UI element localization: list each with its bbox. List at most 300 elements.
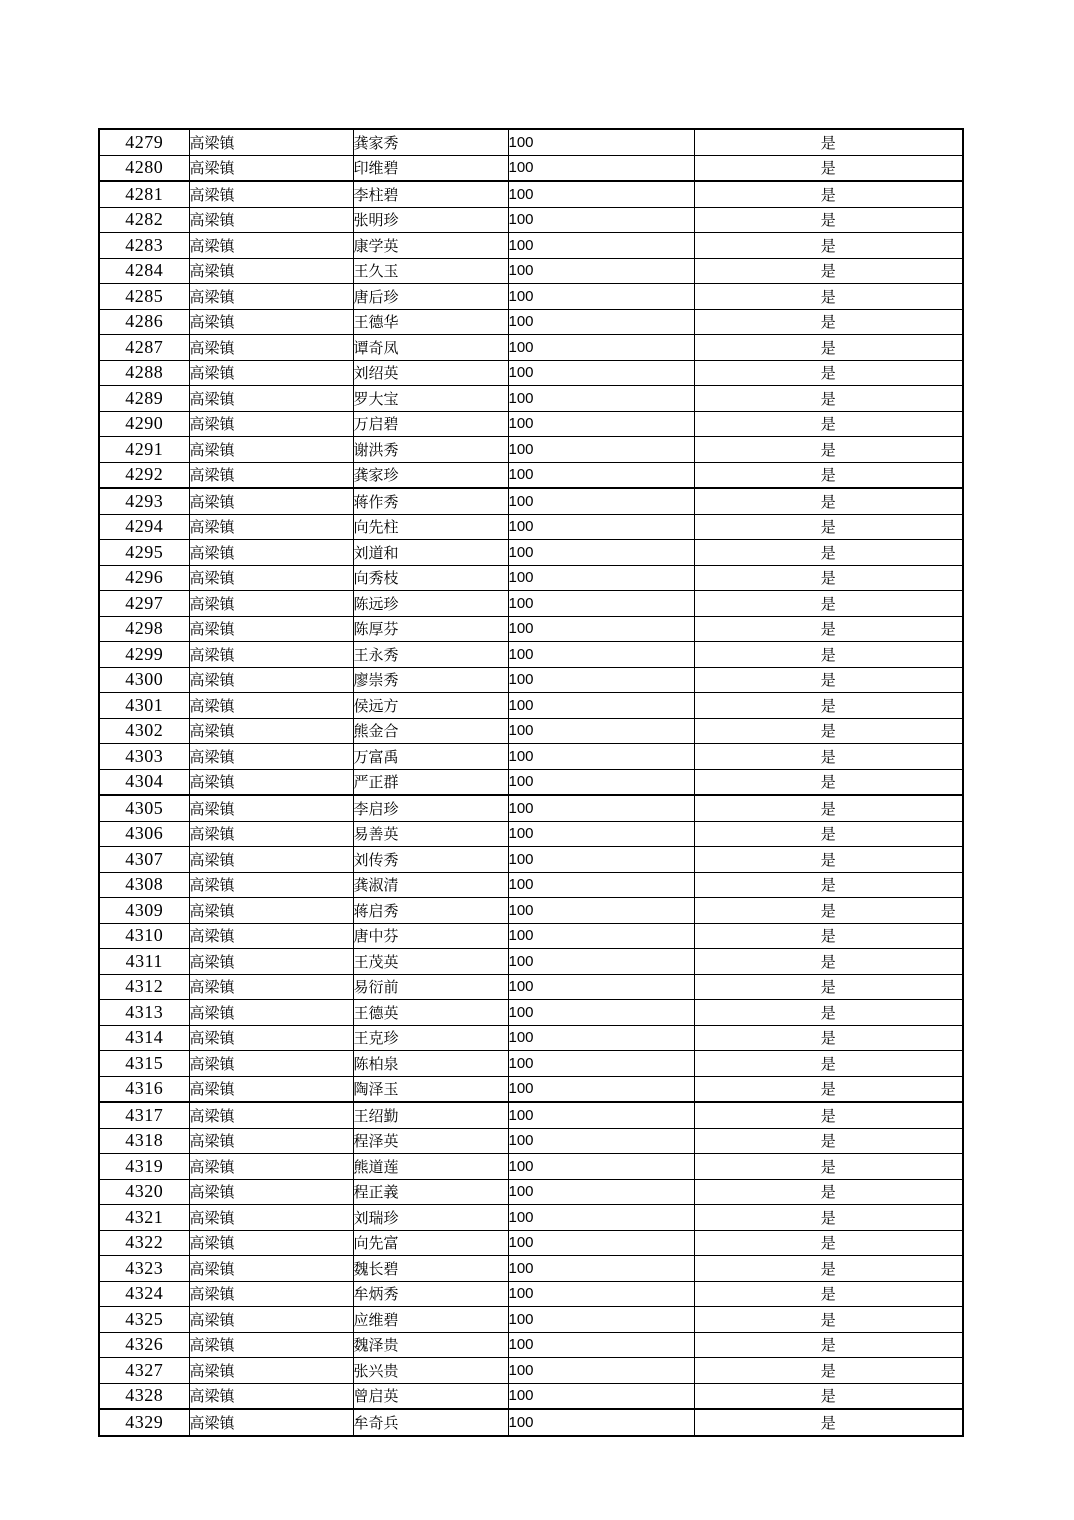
cell-person-name: 龚家珍 (353, 462, 508, 488)
cell-person-name: 万富禹 (353, 744, 508, 770)
cell-score: 100 (508, 1332, 694, 1358)
cell-score: 100 (508, 1128, 694, 1154)
cell-score: 100 (508, 616, 694, 642)
cell-score: 100 (508, 284, 694, 310)
table-row (99, 1000, 963, 1026)
cell-confirmed: 是 (694, 642, 963, 668)
cell-person-name: 王绍勤 (353, 1102, 508, 1128)
table-row (99, 1025, 963, 1051)
cell-town: 高梁镇 (189, 1102, 353, 1128)
record-table-body (99, 129, 963, 1436)
cell-score: 100 (508, 1307, 694, 1333)
cell-person-name: 牟炳秀 (353, 1281, 508, 1307)
cell-town: 高梁镇 (189, 462, 353, 488)
cell-person-name: 万启碧 (353, 411, 508, 437)
cell-row-number: 4294 (99, 514, 189, 540)
cell-person-name: 刘传秀 (353, 847, 508, 873)
cell-confirmed: 是 (694, 207, 963, 233)
table-row (99, 1332, 963, 1358)
cell-person-name: 印维碧 (353, 155, 508, 181)
table-row (99, 386, 963, 412)
cell-row-number: 4295 (99, 540, 189, 566)
cell-person-name: 陈远珍 (353, 591, 508, 617)
cell-person-name: 牟奇兵 (353, 1409, 508, 1436)
cell-confirmed: 是 (694, 1128, 963, 1154)
table-row (99, 129, 963, 155)
cell-confirmed: 是 (694, 233, 963, 259)
cell-person-name: 陈厚芬 (353, 616, 508, 642)
table-row (99, 488, 963, 514)
cell-score: 100 (508, 309, 694, 335)
cell-confirmed: 是 (694, 335, 963, 361)
cell-town: 高梁镇 (189, 1051, 353, 1077)
cell-person-name: 易善英 (353, 821, 508, 847)
cell-person-name: 王永秀 (353, 642, 508, 668)
cell-person-name: 张兴贵 (353, 1358, 508, 1384)
cell-score: 100 (508, 1205, 694, 1231)
cell-town: 高梁镇 (189, 284, 353, 310)
table-row (99, 411, 963, 437)
cell-score: 100 (508, 872, 694, 898)
cell-person-name: 蒋作秀 (353, 488, 508, 514)
cell-confirmed: 是 (694, 284, 963, 310)
cell-town: 高梁镇 (189, 693, 353, 719)
cell-town: 高梁镇 (189, 1000, 353, 1026)
cell-row-number: 4323 (99, 1256, 189, 1282)
cell-town: 高梁镇 (189, 974, 353, 1000)
table-row (99, 181, 963, 207)
cell-row-number: 4307 (99, 847, 189, 873)
table-row (99, 1409, 963, 1436)
cell-confirmed: 是 (694, 1179, 963, 1205)
cell-town: 高梁镇 (189, 616, 353, 642)
cell-score: 100 (508, 1025, 694, 1051)
table-row (99, 360, 963, 386)
table-row (99, 872, 963, 898)
cell-town: 高梁镇 (189, 1230, 353, 1256)
cell-score: 100 (508, 129, 694, 155)
cell-confirmed: 是 (694, 514, 963, 540)
cell-score: 100 (508, 335, 694, 361)
cell-person-name: 李柱碧 (353, 181, 508, 207)
cell-score: 100 (508, 591, 694, 617)
cell-row-number: 4306 (99, 821, 189, 847)
cell-row-number: 4290 (99, 411, 189, 437)
cell-person-name: 曾启英 (353, 1383, 508, 1409)
cell-confirmed: 是 (694, 1076, 963, 1102)
cell-person-name: 刘瑞珍 (353, 1205, 508, 1231)
cell-town: 高梁镇 (189, 335, 353, 361)
cell-person-name: 王茂英 (353, 949, 508, 975)
table-row (99, 1102, 963, 1128)
cell-town: 高梁镇 (189, 129, 353, 155)
cell-score: 100 (508, 207, 694, 233)
cell-score: 100 (508, 847, 694, 873)
cell-row-number: 4311 (99, 949, 189, 975)
cell-row-number: 4297 (99, 591, 189, 617)
cell-town: 高梁镇 (189, 1025, 353, 1051)
cell-score: 100 (508, 565, 694, 591)
cell-town: 高梁镇 (189, 1409, 353, 1436)
cell-confirmed: 是 (694, 1332, 963, 1358)
cell-score: 100 (508, 1281, 694, 1307)
cell-town: 高梁镇 (189, 769, 353, 795)
table-row (99, 616, 963, 642)
cell-row-number: 4322 (99, 1230, 189, 1256)
table-row (99, 1281, 963, 1307)
cell-person-name: 张明珍 (353, 207, 508, 233)
cell-confirmed: 是 (694, 129, 963, 155)
cell-row-number: 4326 (99, 1332, 189, 1358)
cell-town: 高梁镇 (189, 1383, 353, 1409)
cell-row-number: 4286 (99, 309, 189, 335)
table-row (99, 1128, 963, 1154)
cell-row-number: 4305 (99, 795, 189, 821)
cell-row-number: 4280 (99, 155, 189, 181)
cell-town: 高梁镇 (189, 207, 353, 233)
table-row (99, 1051, 963, 1077)
table-row (99, 642, 963, 668)
cell-row-number: 4292 (99, 462, 189, 488)
cell-row-number: 4279 (99, 129, 189, 155)
table-row (99, 258, 963, 284)
cell-town: 高梁镇 (189, 1358, 353, 1384)
cell-town: 高梁镇 (189, 411, 353, 437)
cell-row-number: 4298 (99, 616, 189, 642)
table-row (99, 847, 963, 873)
table-row (99, 769, 963, 795)
cell-person-name: 王克珍 (353, 1025, 508, 1051)
cell-confirmed: 是 (694, 974, 963, 1000)
cell-confirmed: 是 (694, 591, 963, 617)
cell-row-number: 4320 (99, 1179, 189, 1205)
cell-confirmed: 是 (694, 795, 963, 821)
cell-town: 高梁镇 (189, 591, 353, 617)
cell-score: 100 (508, 1230, 694, 1256)
cell-person-name: 王德华 (353, 309, 508, 335)
cell-row-number: 4317 (99, 1102, 189, 1128)
table-row (99, 1383, 963, 1409)
cell-confirmed: 是 (694, 718, 963, 744)
cell-confirmed: 是 (694, 258, 963, 284)
table-row (99, 1205, 963, 1231)
cell-score: 100 (508, 1256, 694, 1282)
cell-score: 100 (508, 1102, 694, 1128)
cell-confirmed: 是 (694, 488, 963, 514)
cell-row-number: 4325 (99, 1307, 189, 1333)
cell-score: 100 (508, 1409, 694, 1436)
cell-row-number: 4321 (99, 1205, 189, 1231)
cell-person-name: 陈柏泉 (353, 1051, 508, 1077)
cell-row-number: 4300 (99, 667, 189, 693)
cell-score: 100 (508, 540, 694, 566)
cell-score: 100 (508, 923, 694, 949)
cell-row-number: 4284 (99, 258, 189, 284)
cell-town: 高梁镇 (189, 437, 353, 463)
cell-town: 高梁镇 (189, 181, 353, 207)
cell-town: 高梁镇 (189, 898, 353, 924)
cell-person-name: 熊道莲 (353, 1154, 508, 1180)
cell-person-name: 李启珍 (353, 795, 508, 821)
cell-confirmed: 是 (694, 1358, 963, 1384)
cell-town: 高梁镇 (189, 1076, 353, 1102)
cell-person-name: 王德英 (353, 1000, 508, 1026)
cell-person-name: 侯远方 (353, 693, 508, 719)
cell-score: 100 (508, 155, 694, 181)
table-row (99, 1179, 963, 1205)
cell-town: 高梁镇 (189, 258, 353, 284)
cell-town: 高梁镇 (189, 360, 353, 386)
table-row (99, 309, 963, 335)
cell-town: 高梁镇 (189, 233, 353, 259)
cell-person-name: 向先柱 (353, 514, 508, 540)
table-row (99, 155, 963, 181)
cell-score: 100 (508, 898, 694, 924)
table-row (99, 233, 963, 259)
cell-town: 高梁镇 (189, 514, 353, 540)
cell-confirmed: 是 (694, 1051, 963, 1077)
cell-score: 100 (508, 386, 694, 412)
table-row (99, 437, 963, 463)
cell-confirmed: 是 (694, 1307, 963, 1333)
cell-score: 100 (508, 821, 694, 847)
cell-town: 高梁镇 (189, 872, 353, 898)
cell-score: 100 (508, 795, 694, 821)
cell-score: 100 (508, 1383, 694, 1409)
cell-row-number: 4282 (99, 207, 189, 233)
table-row (99, 718, 963, 744)
table-row (99, 1076, 963, 1102)
table-row (99, 335, 963, 361)
cell-confirmed: 是 (694, 769, 963, 795)
table-row (99, 514, 963, 540)
cell-town: 高梁镇 (189, 1205, 353, 1231)
cell-town: 高梁镇 (189, 155, 353, 181)
cell-score: 100 (508, 642, 694, 668)
cell-row-number: 4309 (99, 898, 189, 924)
cell-confirmed: 是 (694, 181, 963, 207)
cell-person-name: 廖崇秀 (353, 667, 508, 693)
table-row (99, 949, 963, 975)
cell-confirmed: 是 (694, 1025, 963, 1051)
cell-row-number: 4302 (99, 718, 189, 744)
cell-score: 100 (508, 1076, 694, 1102)
cell-row-number: 4283 (99, 233, 189, 259)
cell-town: 高梁镇 (189, 718, 353, 744)
cell-confirmed: 是 (694, 616, 963, 642)
cell-town: 高梁镇 (189, 795, 353, 821)
cell-town: 高梁镇 (189, 923, 353, 949)
cell-confirmed: 是 (694, 1383, 963, 1409)
cell-row-number: 4287 (99, 335, 189, 361)
cell-person-name: 魏泽贵 (353, 1332, 508, 1358)
cell-town: 高梁镇 (189, 386, 353, 412)
cell-town: 高梁镇 (189, 744, 353, 770)
cell-person-name: 谢洪秀 (353, 437, 508, 463)
cell-town: 高梁镇 (189, 949, 353, 975)
cell-town: 高梁镇 (189, 1128, 353, 1154)
cell-score: 100 (508, 1000, 694, 1026)
cell-person-name: 应维碧 (353, 1307, 508, 1333)
table-row (99, 591, 963, 617)
table-row (99, 974, 963, 1000)
cell-row-number: 4285 (99, 284, 189, 310)
table-row (99, 923, 963, 949)
cell-row-number: 4313 (99, 1000, 189, 1026)
cell-confirmed: 是 (694, 437, 963, 463)
cell-score: 100 (508, 693, 694, 719)
cell-row-number: 4288 (99, 360, 189, 386)
document-sheet (98, 128, 964, 1437)
cell-score: 100 (508, 1154, 694, 1180)
cell-row-number: 4293 (99, 488, 189, 514)
cell-confirmed: 是 (694, 1409, 963, 1436)
cell-row-number: 4328 (99, 1383, 189, 1409)
cell-row-number: 4299 (99, 642, 189, 668)
cell-row-number: 4296 (99, 565, 189, 591)
table-row (99, 207, 963, 233)
table-row (99, 898, 963, 924)
cell-town: 高梁镇 (189, 847, 353, 873)
cell-town: 高梁镇 (189, 1281, 353, 1307)
cell-score: 100 (508, 949, 694, 975)
cell-score: 100 (508, 488, 694, 514)
table-row (99, 540, 963, 566)
cell-row-number: 4281 (99, 181, 189, 207)
cell-confirmed: 是 (694, 1000, 963, 1026)
cell-confirmed: 是 (694, 411, 963, 437)
cell-score: 100 (508, 181, 694, 207)
cell-row-number: 4314 (99, 1025, 189, 1051)
cell-score: 100 (508, 1179, 694, 1205)
cell-score: 100 (508, 233, 694, 259)
cell-person-name: 罗大宝 (353, 386, 508, 412)
cell-person-name: 龚淑清 (353, 872, 508, 898)
table-row (99, 462, 963, 488)
cell-person-name: 熊金合 (353, 718, 508, 744)
cell-confirmed: 是 (694, 872, 963, 898)
record-table (98, 128, 964, 1437)
cell-row-number: 4319 (99, 1154, 189, 1180)
cell-person-name: 王久玉 (353, 258, 508, 284)
cell-confirmed: 是 (694, 1102, 963, 1128)
cell-row-number: 4324 (99, 1281, 189, 1307)
table-row (99, 795, 963, 821)
cell-confirmed: 是 (694, 386, 963, 412)
cell-confirmed: 是 (694, 1230, 963, 1256)
cell-town: 高梁镇 (189, 488, 353, 514)
table-row (99, 1358, 963, 1384)
cell-town: 高梁镇 (189, 565, 353, 591)
cell-row-number: 4303 (99, 744, 189, 770)
cell-score: 100 (508, 744, 694, 770)
cell-person-name: 刘道和 (353, 540, 508, 566)
cell-row-number: 4312 (99, 974, 189, 1000)
cell-town: 高梁镇 (189, 1307, 353, 1333)
cell-confirmed: 是 (694, 360, 963, 386)
cell-confirmed: 是 (694, 923, 963, 949)
cell-score: 100 (508, 462, 694, 488)
cell-score: 100 (508, 974, 694, 1000)
cell-confirmed: 是 (694, 540, 963, 566)
cell-score: 100 (508, 411, 694, 437)
cell-town: 高梁镇 (189, 1179, 353, 1205)
cell-confirmed: 是 (694, 847, 963, 873)
cell-confirmed: 是 (694, 744, 963, 770)
table-row (99, 1307, 963, 1333)
cell-person-name: 唐后珍 (353, 284, 508, 310)
cell-person-name: 康学英 (353, 233, 508, 259)
cell-score: 100 (508, 360, 694, 386)
cell-score: 100 (508, 1358, 694, 1384)
cell-confirmed: 是 (694, 309, 963, 335)
cell-confirmed: 是 (694, 949, 963, 975)
cell-score: 100 (508, 769, 694, 795)
cell-confirmed: 是 (694, 155, 963, 181)
cell-score: 100 (508, 437, 694, 463)
cell-row-number: 4316 (99, 1076, 189, 1102)
cell-confirmed: 是 (694, 1281, 963, 1307)
cell-town: 高梁镇 (189, 1332, 353, 1358)
cell-row-number: 4289 (99, 386, 189, 412)
cell-score: 100 (508, 667, 694, 693)
cell-person-name: 唐中芬 (353, 923, 508, 949)
cell-town: 高梁镇 (189, 667, 353, 693)
cell-confirmed: 是 (694, 1154, 963, 1180)
table-row (99, 821, 963, 847)
cell-confirmed: 是 (694, 1256, 963, 1282)
cell-row-number: 4327 (99, 1358, 189, 1384)
cell-row-number: 4310 (99, 923, 189, 949)
cell-row-number: 4318 (99, 1128, 189, 1154)
cell-row-number: 4291 (99, 437, 189, 463)
cell-person-name: 刘绍英 (353, 360, 508, 386)
cell-town: 高梁镇 (189, 1256, 353, 1282)
cell-confirmed: 是 (694, 1205, 963, 1231)
cell-person-name: 程泽英 (353, 1128, 508, 1154)
cell-person-name: 易衍前 (353, 974, 508, 1000)
cell-row-number: 4301 (99, 693, 189, 719)
table-row (99, 744, 963, 770)
cell-confirmed: 是 (694, 565, 963, 591)
table-row (99, 1230, 963, 1256)
cell-confirmed: 是 (694, 462, 963, 488)
table-row (99, 1154, 963, 1180)
table-row (99, 693, 963, 719)
cell-person-name: 魏长碧 (353, 1256, 508, 1282)
cell-person-name: 陶泽玉 (353, 1076, 508, 1102)
cell-score: 100 (508, 258, 694, 284)
cell-person-name: 向秀枝 (353, 565, 508, 591)
cell-score: 100 (508, 1051, 694, 1077)
table-row (99, 284, 963, 310)
cell-row-number: 4315 (99, 1051, 189, 1077)
cell-row-number: 4304 (99, 769, 189, 795)
cell-score: 100 (508, 514, 694, 540)
cell-row-number: 4329 (99, 1409, 189, 1436)
cell-confirmed: 是 (694, 693, 963, 719)
cell-person-name: 蒋启秀 (353, 898, 508, 924)
cell-town: 高梁镇 (189, 642, 353, 668)
cell-town: 高梁镇 (189, 540, 353, 566)
cell-town: 高梁镇 (189, 821, 353, 847)
cell-town: 高梁镇 (189, 309, 353, 335)
cell-town: 高梁镇 (189, 1154, 353, 1180)
cell-person-name: 谭奇凤 (353, 335, 508, 361)
cell-score: 100 (508, 718, 694, 744)
table-row (99, 1256, 963, 1282)
cell-person-name: 向先富 (353, 1230, 508, 1256)
